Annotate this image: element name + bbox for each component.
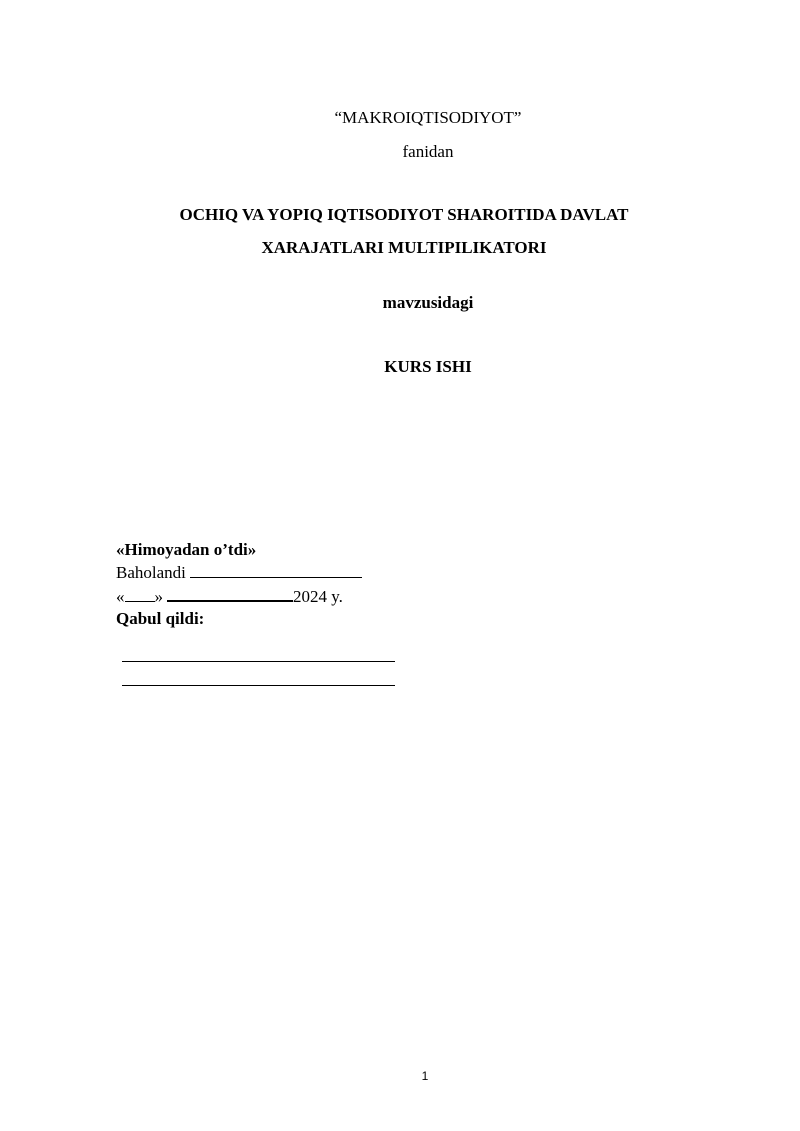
page-number: 1 [421,1069,429,1083]
day-blank [125,586,155,602]
topic-suffix: mavzusidagi [382,293,474,312]
signature-line-2 [122,685,395,686]
grade-label: Baholandi [116,563,186,582]
date-close-quote: » [154,587,163,606]
date-open-quote: « [116,587,125,606]
date-row [116,585,343,608]
signature-line-1 [122,661,395,662]
month-blank [167,585,293,602]
title-line-2: XARAJATLARI MULTIPILIKATORI [261,238,547,257]
accepted-label: Qabul qildi: [116,609,205,628]
defense-heading: «Himoyadan o’tdi» [116,540,257,559]
date-year: 2024 y. [293,587,343,606]
grade-blank [190,562,362,578]
document-type: KURS ISHI [384,357,472,376]
grade-row [116,562,362,584]
title-line-1: OCHIQ VA YOPIQ IQTISODIYOT SHAROITIDA DAVLAT [179,205,629,224]
subject-suffix: fanidan [402,142,454,161]
subject-name: “MAKROIQTISODIYOT” [334,108,522,127]
